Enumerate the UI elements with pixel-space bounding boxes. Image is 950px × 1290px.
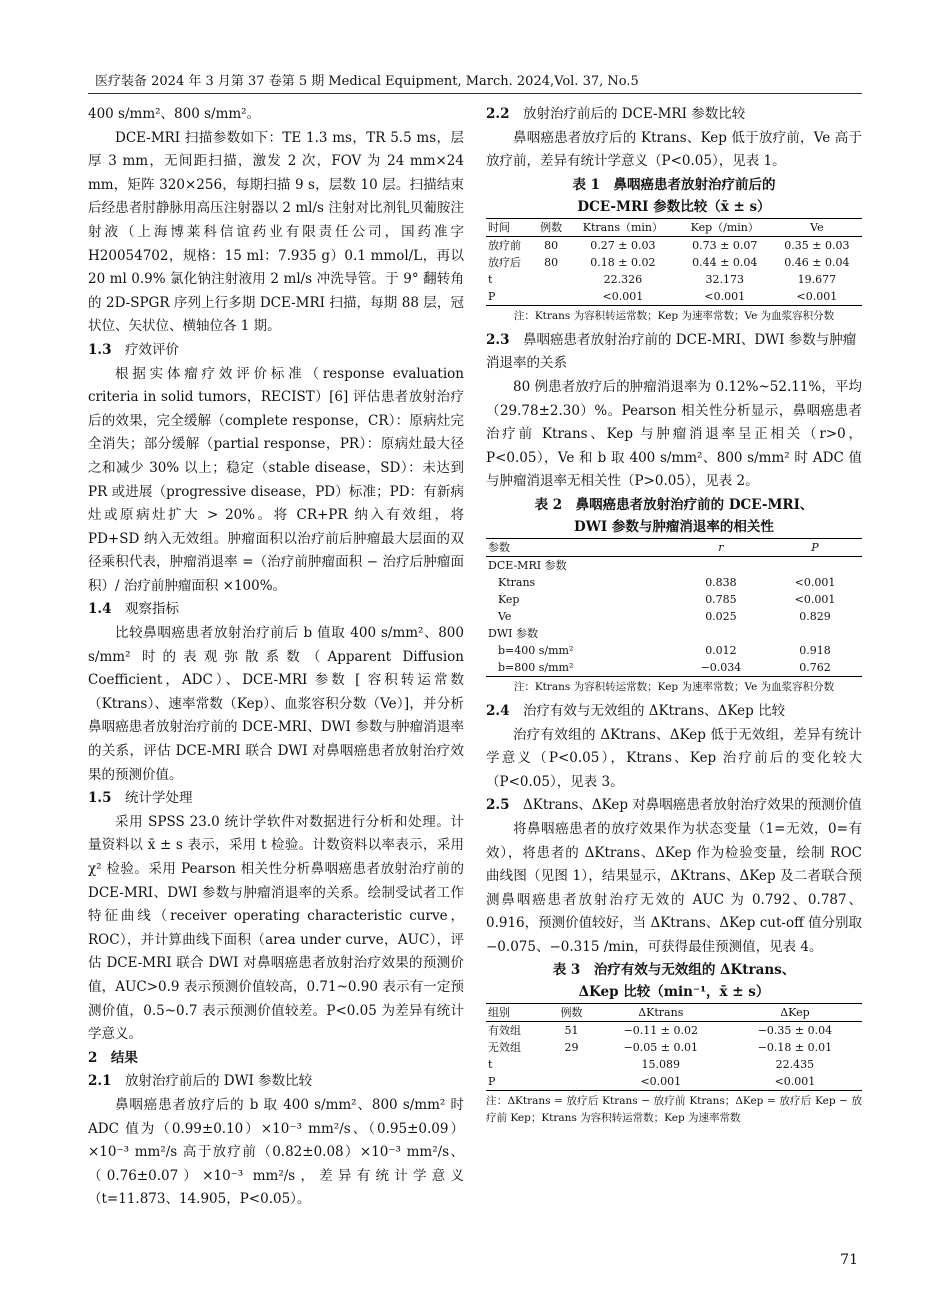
table-cell <box>534 288 568 306</box>
table-cell <box>549 1056 593 1073</box>
section-title: 统计学处理 <box>125 790 193 807</box>
table-header-cell: ΔKtrans <box>594 1004 728 1022</box>
table-row <box>486 642 862 659</box>
paragraph: 400 s/mm²、800 s/mm²。 <box>88 106 261 122</box>
table-cell: Ve <box>498 609 512 623</box>
section-title: 治疗有效与无效组的 ΔKtrans、ΔKep 比较 <box>523 702 786 719</box>
table-row <box>486 236 862 254</box>
table-cell: −0.35 ± 0.04 <box>757 1024 833 1038</box>
table-cell: <0.001 <box>794 592 836 606</box>
table-cell: 15.089 <box>641 1058 681 1072</box>
section-heading-2-1 <box>88 1070 464 1094</box>
table-cell: 0.73 ± 0.07 <box>692 238 758 252</box>
table-cell: 0.44 ± 0.04 <box>692 255 758 269</box>
table-cell: 无效组 <box>488 1041 521 1055</box>
table-cell <box>674 625 768 642</box>
paragraph: 80 例患者放疗后的肿瘤消退率为 0.12%~52.11%，平均（29.78±2.30）%。Pearson 相关性分析显示，鼻咽癌患者治疗前 Ktrans、Kep 与肿瘤消退率呈正相关（r>0，P<0.05），Ve 和 b 取 400 s/mm²、800 s/mm² 时 ADC 值与肿瘤消退率无相关性（P>0.05），见表 2。 <box>486 378 862 490</box>
table-3-caption: 表 3 治疗有效与无效组的 ΔKtrans、 <box>552 962 796 979</box>
paragraph: DCE-MRI 扫描参数如下：TE 1.3 ms，TR 5.5 ms，层厚 3 mm，无间距扫描，激发 2 次，FOV 为 24 mm×24 mm，矩阵 320×256，每期扫描 9 s，层数 10 层。扫描结束后经患者肘静脉用高压注射器以 2 ml/s 注射对比剂钆贝葡胺注射液（上海博莱科信谊药业有限责任公司，国药准字 H20054702，规格：15 ml：7.935 g）0.1 mmol/L，再以 20 ml 0.9% 氯化钠注射液用 2 ml/s 冲洗导管。于 9° 翻转角的 2D-SPGR 序列上行多期 DCE-MRI 扫描，每期 88 层，冠状位、矢状位、横轴位各 1 期。 <box>88 129 464 335</box>
paragraph: 根据实体瘤疗效评价标准（response evaluation criteria in solid tumors，RECIST）[6] 评估患者放射治疗后的效果，完全缓解（complete response，CR）：原病灶完全消失；部分缓解（partial response，PR）：原病灶最大径之和减少 30% 以上；稳定（stable disease，SD）：未达到 PR 或进展（progressive disease，PD）标准；PD：有新病灶或原病灶扩大 > 20%。将 CR+PR 纳入有效组，将 PD+SD 纳入无效组。肿瘤面积以治疗前后肿瘤最大层面的双径乘积代表，肿瘤消退率 =（治疗前肿瘤面积 − 治疗后肿瘤面积）/ 治疗前肿瘤面积 ×100%。 <box>88 365 464 594</box>
table-row <box>486 1056 862 1073</box>
section-number: 2 <box>88 1049 98 1066</box>
section-number: 2.2 <box>486 106 510 122</box>
table-1-caption: 表 1 鼻咽癌患者放射治疗前后的 <box>572 176 776 193</box>
header-rule <box>88 93 862 94</box>
table-cell: 0.762 <box>768 659 862 677</box>
section-heading-2-2 <box>486 103 862 127</box>
table-cell: 29 <box>564 1041 579 1055</box>
table-cell: P <box>486 288 534 306</box>
table-cell: 0.012 <box>705 643 737 657</box>
paragraph: 鼻咽癌患者放疗后的 b 取 400 s/mm²、800 s/mm² 时 ADC 值为（0.99±0.10）×10⁻³ mm²/s、（0.95±0.09）×10⁻³ mm²/s 高于放疗前（0.82±0.08）×10⁻³ mm²/s、（0.76±0.07）×10⁻³ mm²/s，差异有统计学意义（t=11.873、14.905，P<0.05）。 <box>88 1096 464 1208</box>
section-heading-1-5 <box>88 787 464 811</box>
table-row <box>486 288 862 306</box>
table-header-cell: ΔKep <box>728 1004 862 1022</box>
section-number: 1.3 <box>88 341 112 358</box>
section-number: 2.3 <box>486 331 510 348</box>
table-cell: 32.173 <box>705 272 745 286</box>
table-row <box>486 1022 862 1040</box>
table-cell: −0.18 ± 0.01 <box>757 1041 833 1055</box>
table-cell: t <box>488 272 493 286</box>
left-column <box>88 103 464 1212</box>
table-cell: t <box>488 1058 493 1072</box>
section-heading-2 <box>88 1047 464 1071</box>
table-cell: 有效组 <box>488 1024 521 1038</box>
table-cell: b=400 s/mm² <box>498 643 574 657</box>
paragraph: 治疗有效组的 ΔKtrans、ΔKep 低于无效组，差异有统计学意义（P<0.05），Ktrans、Kep 治疗前后的变化较大（P<0.05），见表 3。 <box>486 726 862 790</box>
table-header-cell: 组别 <box>486 1004 549 1022</box>
page-number: 71 <box>840 1252 858 1268</box>
table-cell: 22.326 <box>603 272 643 286</box>
table-cell: DCE-MRI 参数 <box>488 558 567 572</box>
table-cell: 80 <box>544 255 559 269</box>
table-header-row <box>486 538 862 556</box>
table-header-cell: P <box>768 538 862 556</box>
table-row <box>486 271 862 288</box>
section-number: 2.1 <box>88 1073 112 1090</box>
running-head: 医疗装备 2024 年 3 月第 37 卷第 5 期 Medical Equipment, March. 2024,Vol. 37, No.5 <box>95 74 639 89</box>
section-title: 结果 <box>110 1049 138 1066</box>
table-cell: DWI 参数 <box>488 626 538 640</box>
table-header-cell: Ktrans（min） <box>568 218 678 236</box>
paragraph: 采用 SPSS 23.0 统计学软件对数据进行分析和处理。计量资料以 x̄ ± s 表示，采用 t 检验。计数资料以率表示，采用 χ² 检验。采用 Pearson 相关性分析鼻咽癌患者放射治疗前的 DCE-MRI、DWI 参数与肿瘤消退率的关系。绘制受试者工作特征曲线（receiver operating characteristic curve，ROC），并计算曲线下面积（area under curve，AUC），评估 DCE-MRI 联合 DWI 对鼻咽癌患者放射治疗效果的预测价值，AUC>0.9 表示预测价值较高，0.71~0.90 表示有一定预测价值，0.5~0.7 表示预测价值较差。P<0.05 为差异有统计学意义。 <box>88 813 464 1043</box>
table-2-note: 注：Ktrans 为容积转运常数；Kep 为速率常数；Ve 为血浆容积分数 <box>513 680 835 693</box>
table-1-note: 注：Ktrans 为容积转运常数；Kep 为速率常数；Ve 为血浆容积分数 <box>513 309 835 322</box>
table-cell: <0.001 <box>728 1073 862 1091</box>
table-row <box>486 591 862 608</box>
section-title: 疗效评价 <box>125 341 179 358</box>
table-cell: 0.18 ± 0.02 <box>590 255 656 269</box>
table-row <box>486 608 862 625</box>
table-cell <box>674 556 768 574</box>
table-row <box>486 574 862 591</box>
section-heading-1-3 <box>88 339 464 363</box>
table-2-caption: 表 2 鼻咽癌患者放射治疗前的 DCE-MRI、 <box>534 496 814 513</box>
table-2-caption: DWI 参数与肿瘤消退率的相关性 <box>574 518 774 535</box>
table-cell: −0.05 ± 0.01 <box>623 1041 698 1055</box>
paragraph: 比较鼻咽癌患者放射治疗前后 b 值取 400 s/mm²、800 s/mm² 时的表观弥散系数（Apparent Diffusion Coefficient，ADC）、DCE-MRI 参数 [ 容积转运常数（Ktrans）、速率常数（Kep）、血浆容积分数（Ve）]，并分析鼻咽癌患者放射治疗前的 DCE-MRI、DWI 参数与肿瘤消退率的关系，评估 DCE-MRI 联合 DWI 对鼻咽癌患者放射治疗效果的预测价值。 <box>88 625 464 783</box>
table-cell: 51 <box>564 1024 579 1038</box>
table-header-row <box>486 218 862 236</box>
table-header-cell: 例数 <box>549 1004 593 1022</box>
table-cell: −0.11 ± 0.02 <box>623 1024 698 1038</box>
table-1-caption: DCE-MRI 参数比较（x̄ ± s） <box>577 198 771 215</box>
table-cell: <0.001 <box>678 288 772 306</box>
table-cell: 19.677 <box>797 272 837 286</box>
table-cell: 80 <box>544 238 559 252</box>
table-cell: <0.001 <box>568 288 678 306</box>
table-header-cell: Kep（/min） <box>678 218 772 236</box>
table-cell <box>549 1073 593 1091</box>
section-number: 1.5 <box>88 790 112 807</box>
table-row <box>486 625 862 642</box>
table-2 <box>486 538 862 677</box>
right-column <box>486 103 862 1131</box>
section-heading-1-4 <box>88 598 464 622</box>
table-cell: <0.001 <box>772 288 862 306</box>
table-cell: 0.46 ± 0.04 <box>784 255 850 269</box>
section-title: 放射治疗前后的 DWI 参数比较 <box>125 1073 313 1090</box>
table-cell: 0.025 <box>705 609 737 623</box>
table-1 <box>486 218 862 306</box>
table-row <box>486 1039 862 1056</box>
table-cell: −0.034 <box>674 659 768 677</box>
table-header-cell: r <box>674 538 768 556</box>
table-row <box>486 1073 862 1091</box>
table-cell: 放疗后 <box>488 255 521 269</box>
table-cell: 放疗前 <box>488 238 521 252</box>
section-heading-2-3 <box>486 329 862 376</box>
table-cell: 0.838 <box>705 575 737 589</box>
table-cell: 0.829 <box>799 609 831 623</box>
table-header-cell: Ve <box>772 218 862 236</box>
table-cell: 0.785 <box>705 592 737 606</box>
table-cell: 0.35 ± 0.03 <box>784 238 850 252</box>
table-cell: Kep <box>498 592 520 606</box>
table-cell <box>768 625 862 642</box>
table-cell <box>534 271 568 288</box>
section-title: 观察指标 <box>125 601 179 618</box>
table-3-caption: ΔKep 比较（min⁻¹，x̄ ± s） <box>578 984 770 1001</box>
table-row <box>486 659 862 677</box>
table-cell: b=800 s/mm² <box>486 659 674 677</box>
table-cell: Ktrans <box>498 575 536 589</box>
section-title: 鼻咽癌患者放射治疗前的 DCE-MRI、DWI 参数与肿瘤消退率的关系 <box>486 331 857 372</box>
section-heading-2-4 <box>486 700 862 724</box>
table-cell: <0.001 <box>794 575 836 589</box>
paragraph: 鼻咽癌患者放疗后的 Ktrans、Kep 低于放疗前，Ve 高于放疗前，差异有统计学意义（P<0.05），见表 1。 <box>486 129 862 170</box>
table-cell <box>768 556 862 574</box>
table-header-row <box>486 1004 862 1022</box>
table-cell: 22.435 <box>775 1058 815 1072</box>
table-header-cell: 时间 <box>486 218 534 236</box>
table-row <box>486 254 862 271</box>
paragraph: 将鼻咽癌患者的放疗效果作为状态变量（1=无效，0=有效），将患者的 ΔKtrans、ΔKep 作为检验变量，绘制 ROC 曲线图（见图 1），结果显示，ΔKtrans、ΔKep 及二者联合预测鼻咽癌患者放射治疗无效的 AUC 为 0.792、0.787、0.916，预测价值较好，当 ΔKtrans、ΔKep cut-off 值分别取 −0.075、−0.315 /min，可获得最佳预测值，见表 4。 <box>486 820 862 955</box>
table-cell: 0.27 ± 0.03 <box>590 238 656 252</box>
table-cell: 0.918 <box>799 643 831 657</box>
section-number: 2.4 <box>486 702 510 719</box>
table-header-cell: 例数 <box>534 218 568 236</box>
section-heading-2-5 <box>486 794 862 818</box>
section-number: 2.5 <box>486 797 510 814</box>
section-title: ΔKtrans、ΔKep 对鼻咽癌患者放射治疗效果的预测价值 <box>523 797 862 814</box>
table-cell: <0.001 <box>594 1073 728 1091</box>
section-title: 放射治疗前后的 DCE-MRI 参数比较 <box>523 106 746 122</box>
table-row <box>486 556 862 574</box>
table-3 <box>486 1003 862 1091</box>
section-number: 1.4 <box>88 601 112 618</box>
table-cell: P <box>486 1073 549 1091</box>
table-header-cell: 参数 <box>486 538 674 556</box>
table-3-note: 注：ΔKtrans = 放疗后 Ktrans − 放疗前 Ktrans；ΔKep = 放疗后 Kep − 放疗前 Kep；Ktrans 为容积转运常数；Kep 为速率常数 <box>486 1095 862 1125</box>
